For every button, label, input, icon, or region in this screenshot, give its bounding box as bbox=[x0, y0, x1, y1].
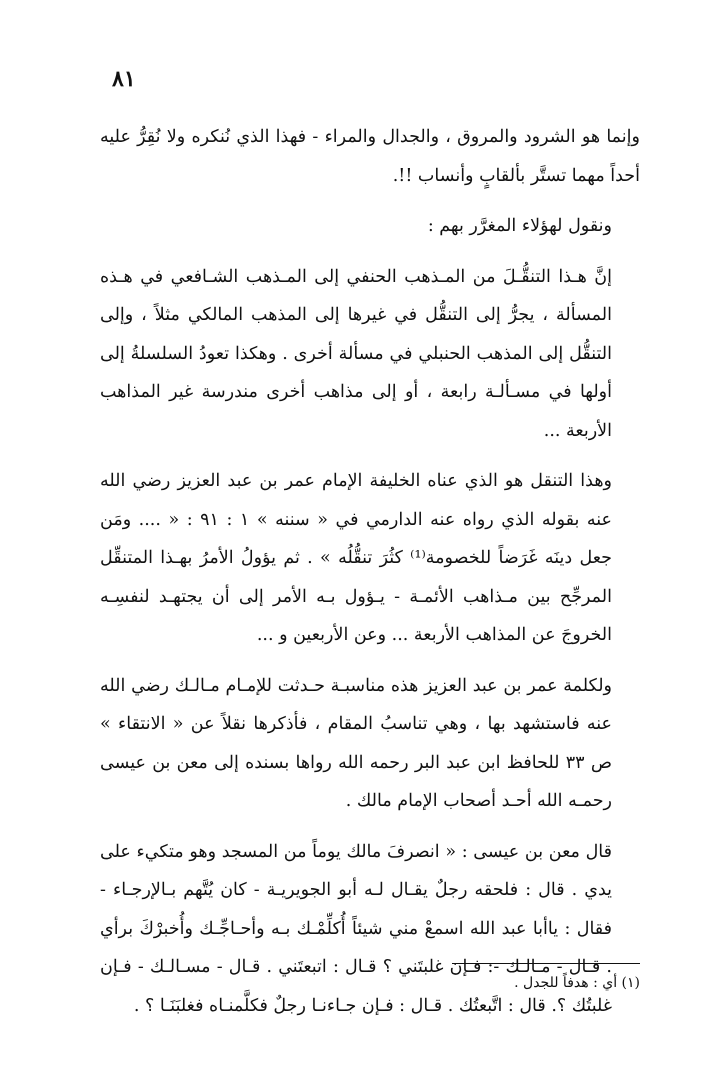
paragraph: وهذا التنقل هو الذي عناه الخليفة الإمام عمر بن عبد العزيز رضي الله عنه بقوله الذي رواه عنه الدارمي في « سننه » ١ : ٩١ : « .... ومَن جعل دينَه غَرَضاً للخصومة⁽¹⁾ كثُرَ تنقُّلُه » . ثم يؤولُ الأمرُ بهـذا المتنقِّل المرجِّح بين مـذاهب الأئمـة - يـؤول بـه الأمر إلى أن يجتهـد لنفسِـه الخروجَ عن المذاهب الأربعة ... وعن الأربعين و ... bbox=[100, 471, 612, 645]
footnote: (١) أي : هدفاً للجدل . bbox=[514, 975, 640, 991]
footnote-rule bbox=[452, 963, 640, 964]
page-number: ٨١ bbox=[112, 66, 136, 92]
paragraph: وإنما هو الشرود والمروق ، والجدال والمراء - فهذا الذي نُنكره ولا نُقِرُّ عليه أحداً مهما تستَّر بألقابٍ وأنساب !!. bbox=[100, 127, 640, 186]
body-text bbox=[100, 118, 640, 1025]
paragraph: ونقول لهؤلاء المغرَّر بهم : bbox=[427, 216, 612, 236]
paragraph: قال معن بن عيسى : « انصرفَ مالك يوماً من المسجد وهو متكيء على يدي . قال : فلحقه رجلٌ يقـال لـه أبو الجويريـة - كان يُتَّهم بـالإرجـاء - فقال : ياأبا عبد الله اسمعْ مني شيئاً أُكلِّمْـك بـه وأحـاجِّـك وأُخبرْكَ برأي . قـال - مـالـك -: فـإن غلبتَني ؟ قـال : اتبعتَني . قـال - مسـالـك - فـإن غلبتُك ؟. قال : اتَّبعتُك . قـال : فـإن جـاءنـا رجلٌ فكلَّمنـاه فغلبَنَـا ؟ . bbox=[100, 841, 612, 1016]
paragraph: إنَّ هـذا التنقُّـلَ من المـذهب الحنفي إلى المـذهب الشـافعي في هـذه المسألة ، يجرُّ إلى التنقُّل في غيرها إلى المذهب المالكي مثلاً ، وإلى التنقُّل إلى المذهب الحنبلي في مسألة أخرى . وهكذا تعودُ السلسلةُ إلى أولها في مسـألـة رابعة ، أو إلى مذاهب أخرى مندرسة غير المذاهب الأربعة ... bbox=[100, 266, 612, 441]
paragraph: ولكلمة عمر بن عبد العزيز هذه مناسبـة حـدثت للإمـام مـالـك رضي الله عنه فاستشهد بها ، وهي تناسبُ المقام ، فأذكرها نقلاً عن « الانتقاء » ص ٣٣ للحافظ ابن عبد البر رحمه الله رواها بسنده إلى معن بن عيسى رحمـه الله أحـد أصحاب الإمام مالك . bbox=[100, 675, 612, 811]
